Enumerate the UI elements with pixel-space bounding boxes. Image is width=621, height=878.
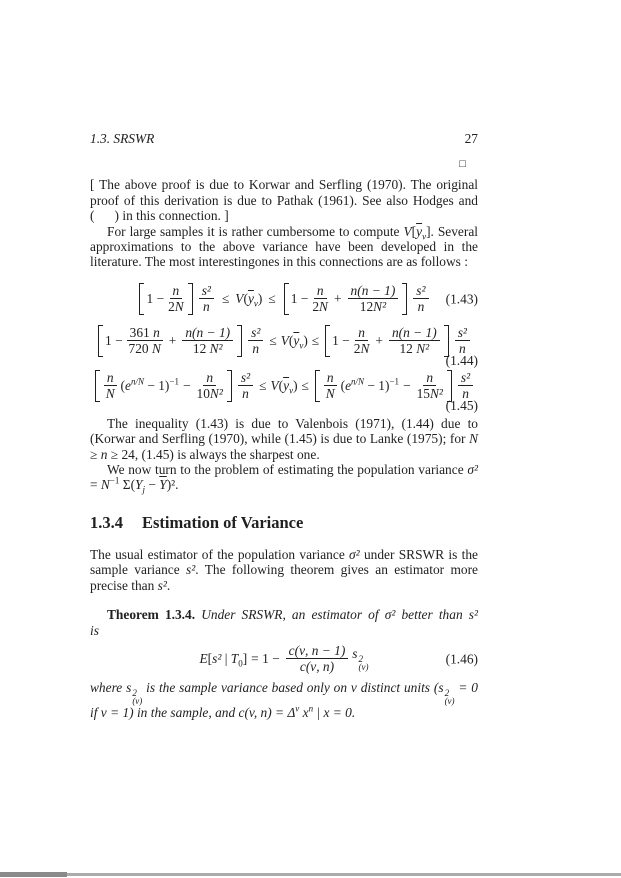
fraction: $\frac{\text{s²}}{n}$ [455, 326, 470, 356]
fraction: $\frac{\text{s²}}{n}$ [413, 284, 428, 314]
equation-1-43 [90, 282, 478, 316]
math-sub: ν [422, 231, 427, 242]
expectation-term: E[s² | $T_0$] [199, 651, 248, 669]
theorem-statement: Theorem 1.3.4. Under SRSWR, an estimator of σ² better than s² [107, 607, 479, 623]
math-token: 1 − [290, 291, 309, 307]
math-var: V [403, 223, 412, 239]
equation-label: (1.45) [445, 397, 478, 413]
running-header [90, 131, 478, 146]
exp-term: $(e^{n/N} - 1)^{-1}$ [120, 376, 179, 394]
paragraph-credits: The inequality (1.43) is due to Valenbois (1971), (1.44) due to (Korwar and Serfling (1970), while (1.45) is due to Lanke (1975); for N ≥ n ≥ 24, (1.45) is always the sharpest one. [90, 415, 478, 462]
math-var: Δ [287, 704, 296, 720]
leq: ≤ [311, 333, 320, 349]
plus: + [168, 333, 177, 349]
sample-variance-term: s 2 (ν) [352, 646, 369, 673]
equation-label: (1.44) [445, 352, 478, 368]
leq: ≤ [268, 291, 276, 307]
text: [ The above proof is due to Korwar and Serfling (1970). The original proof of this derivation is due to Pathak (1961). See also Hodges and ( ) in this connection. ] [90, 177, 478, 224]
fraction: $\frac{\text{s²}}{n}$ [199, 284, 214, 314]
math-var: Y [135, 477, 143, 493]
fraction: $\frac{n(n - 1)}{\text{12N²}}$ [348, 284, 399, 314]
left-bracket [284, 283, 289, 315]
leq: ≤ [301, 378, 309, 394]
math-var: s² [468, 607, 479, 623]
page-content [90, 131, 478, 720]
math-var: s² [157, 577, 167, 593]
section-title: Estimation of Variance [142, 512, 304, 532]
paragraph-usual-estimator: The usual estimator of the population variance σ² under SRSWR is the sample variance s². The following theorem gives an estimator more precise than s². [90, 546, 478, 593]
equation-body: 1 − $\frac{361 n}{720 N}$ + $\frac{n(n - 1)}{\text{12 N²}}$ $\frac{\text{s²}}{n}$ ≤ $V(\overline{y}_\nu)$ ≤ 1 − $\frac{n}{2N}$ + $\frac{n(n - 1)}{\text{12 N²}}$ $\frac{\text{s²}}{n}$ [90, 324, 478, 358]
frac-num: n [170, 284, 183, 300]
equation-1-45 [90, 369, 478, 412]
equation-label: (1.46) [445, 651, 478, 667]
right-bracket [444, 325, 449, 357]
theorem-statement-line2: is [90, 622, 99, 638]
text: For large samples it is rather cumbersome to compute [107, 223, 404, 239]
minus: − [403, 378, 411, 394]
equals: = 1 − [251, 651, 280, 667]
paragraph-large-samples [90, 224, 478, 270]
left-bracket [325, 325, 330, 357]
variance-term: $V(\overline{y}_\nu)$ [235, 291, 263, 309]
fraction: $\frac{\text{s²}}{n}$ [458, 371, 473, 401]
fraction: $\frac{361 n}{720 N}$ [128, 324, 161, 357]
paragraph-where-clause: where s 2 (ν) is the sample variance based only on ν distinct units (s 2 (ν) = 0 if ν = 1) in the sample, and c(v, $n) = \Delta^\nu$ $x^n$ | x = 0. [90, 679, 479, 720]
math-sup: −1 [109, 476, 120, 486]
sample-variance-term: s 2 (ν) [126, 679, 143, 706]
equation-1-46 [90, 642, 478, 676]
equation-1-44 [90, 324, 478, 367]
fraction: $\frac{n}{\text{10N²}}$ [196, 369, 223, 402]
fraction: $\frac{n}{N}$ [105, 369, 115, 402]
variance-term: $V(\overline{y}_\nu)$ [280, 333, 308, 351]
math-var: σ² [349, 546, 360, 562]
plus: + [333, 291, 342, 307]
sample-variance-term: s 2 (ν) [438, 679, 455, 706]
variance-term: $V(\overline{y}_\nu)$ [270, 378, 298, 396]
left-bracket [98, 325, 103, 357]
section-heading [90, 513, 478, 532]
left-bracket [139, 283, 144, 315]
fraction [168, 284, 184, 314]
exp-term: $(e^{n/N} - 1)^{-1}$ [340, 376, 400, 394]
minus: − [182, 378, 191, 394]
right-bracket [227, 370, 232, 402]
math-var: σ² [384, 607, 396, 623]
right-bracket [402, 283, 407, 315]
plus: + [375, 333, 383, 349]
fraction: $\frac{n}{2N}$ [312, 282, 328, 315]
math-var: s² [186, 562, 196, 578]
fraction: $\frac{n}{2N}$ [353, 324, 370, 357]
theorem-head: Theorem 1.3.4. [107, 607, 196, 623]
left-bracket [95, 370, 100, 402]
math-var: n [100, 446, 108, 462]
right-bracket [188, 283, 193, 315]
left-bracket [315, 370, 320, 402]
running-title: 1.3. SRSWR [90, 131, 155, 146]
math-sub: j [142, 485, 145, 496]
equation-body [90, 369, 478, 403]
math-token: 1 − [146, 291, 165, 307]
fraction: $\frac{n}{\text{15N²}}$ [416, 369, 443, 402]
right-bracket [447, 370, 452, 402]
math-Ybar: $\overline{Y}$ [159, 477, 167, 493]
horizontal-scrollbar-thumb[interactable] [0, 872, 67, 877]
page-number: 27 [464, 131, 478, 146]
section-number: 1.3.4 [90, 512, 123, 532]
text: ]. Several approximations to the above variance have been developed in the literature. The most interestingones in this connections are as follows : [90, 223, 478, 270]
fraction: $\frac{\text{s²}}{n}$ [238, 371, 253, 401]
fraction: $\frac{n(n - 1)}{\text{12 N²}}$ [389, 326, 440, 356]
horizontal-scrollbar-track[interactable] [0, 873, 621, 876]
math-ybar: $\overline{y}$ [416, 223, 423, 239]
leq: ≤ [221, 291, 230, 307]
fraction: $\frac{\text{s²}}{n}$ [248, 326, 263, 356]
qed-symbol: □ [459, 158, 466, 171]
fraction: $\frac{n}{N}$ [325, 369, 335, 402]
frac-den: 2N [168, 299, 184, 315]
leq: ≤ [259, 378, 267, 394]
math-var: N [469, 431, 478, 447]
equation-label: (1.43) [445, 291, 478, 307]
leq: ≤ [269, 333, 277, 349]
math-var: N [100, 477, 110, 493]
fraction: $\frac{c(\nu, n - 1)}{c(\nu, n)}$ [286, 644, 349, 674]
math-var: σ² [467, 462, 478, 478]
right-bracket [237, 325, 242, 357]
paragraph-we-now-turn: We now turn to the problem of estimating the population variance $\sigma^2 = N^{-1}$ $\Sigma(Y_j - \overline{Y})^2$. [90, 462, 478, 496]
fraction: $\frac{n(n - 1)}{\text{12 N²}}$ [182, 326, 233, 356]
paragraph-proof-note [90, 177, 478, 223]
text: [ [411, 223, 417, 239]
